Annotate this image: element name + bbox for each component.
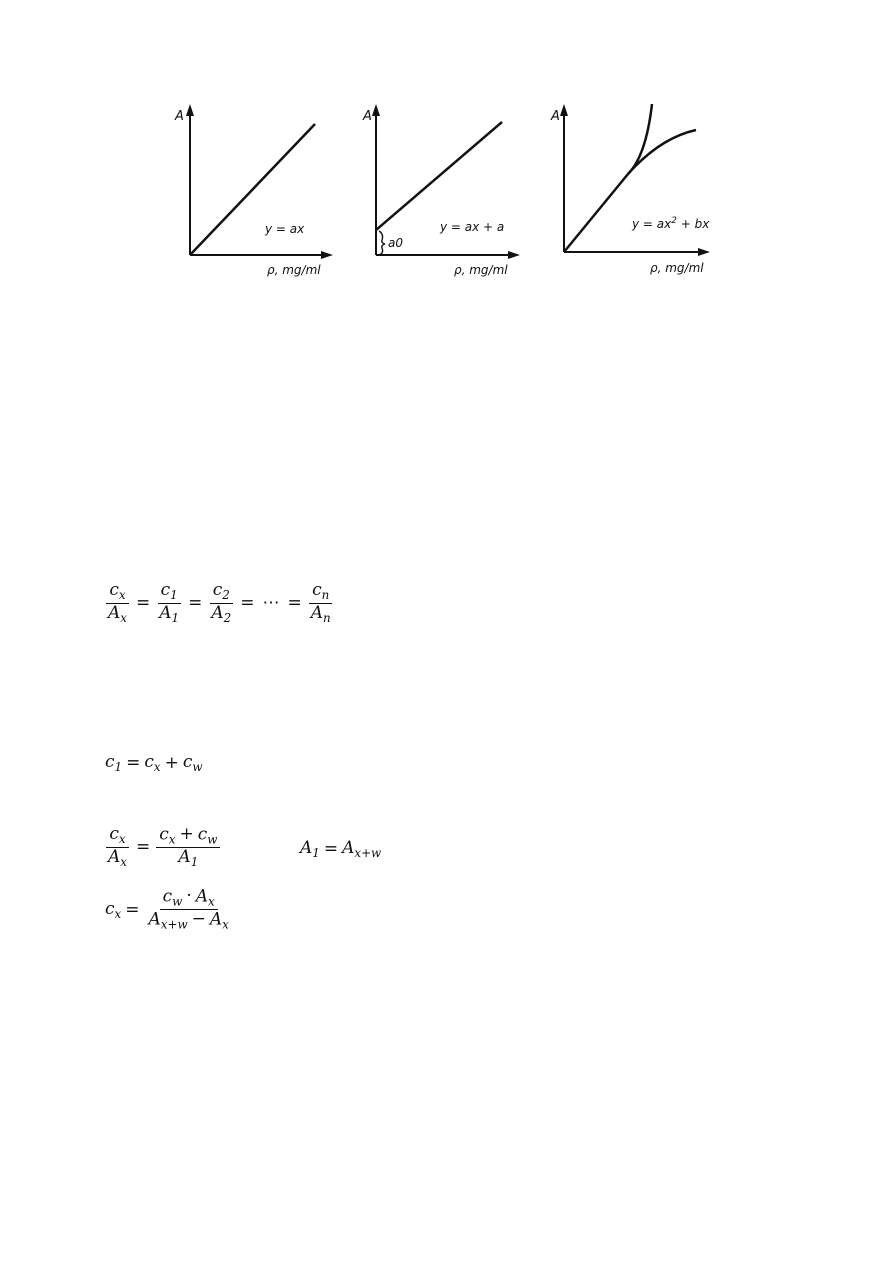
equation-label: $y = ax^2$ + bx bbox=[632, 216, 710, 231]
line-y-ax-plus-a bbox=[376, 122, 502, 230]
equals-sign: = bbox=[126, 753, 141, 774]
fraction: $\frac{c_x + c_w}{A_1}$ bbox=[156, 826, 220, 869]
fraction: $\frac{c_n}{A_n}$ bbox=[310, 580, 331, 625]
ellipsis: ⋯ bbox=[262, 593, 280, 614]
equation-sum: $c_1$ = $c_x$ + $c_w$ bbox=[105, 752, 203, 775]
equals-sign: = bbox=[323, 839, 339, 860]
y-axis-label: A bbox=[175, 109, 184, 124]
calibration-graph-linear bbox=[165, 100, 345, 290]
intercept-label: a0 bbox=[388, 236, 403, 250]
y-axis-label: A bbox=[551, 109, 560, 124]
equals-sign: = bbox=[240, 593, 255, 614]
y-axis-label: A bbox=[363, 109, 372, 124]
equation-label: y = ax bbox=[265, 222, 305, 236]
fraction: $\frac{c_x}{A_x}$ bbox=[108, 824, 127, 870]
x-axis-label: ρ, mg/ml bbox=[454, 263, 508, 277]
equation-ratio-addition bbox=[103, 826, 222, 869]
intercept-brace bbox=[379, 231, 385, 255]
calibration-graph-offset bbox=[352, 100, 532, 290]
fraction: $\frac{c_2}{A_2}$ bbox=[211, 580, 232, 625]
equation-absorbance-equality: $A_1$ = $A_{x+w}$ bbox=[300, 838, 382, 861]
calibration-graph-quadratic bbox=[540, 100, 720, 290]
curve-saturating bbox=[628, 130, 696, 174]
fraction: $\frac{c_w \cdot A_x}{A_{x+w} - A_x}$ bbox=[148, 886, 229, 932]
equals-sign: = bbox=[125, 899, 140, 920]
equals-sign: = bbox=[136, 593, 151, 614]
x-axis-label: ρ, mg/ml bbox=[650, 261, 704, 275]
equation-cx-solution: $c_x$ = $\frac{c_w \cdot A_x}{A_{x+w} - A_x}$ bbox=[105, 888, 234, 931]
equals-sign: = bbox=[136, 837, 151, 858]
equals-sign: = bbox=[188, 593, 203, 614]
equation-ratio-chain bbox=[103, 582, 336, 624]
fraction: $\frac{c_1}{A_1}$ bbox=[159, 580, 180, 625]
equals-sign: = bbox=[287, 593, 302, 614]
equation-label: y = ax + a bbox=[440, 220, 505, 234]
fraction: $\frac{c_x}{A_x}$ bbox=[108, 580, 127, 625]
line-linear-part bbox=[564, 174, 628, 252]
plus-sign: + bbox=[164, 753, 179, 774]
x-axis-label: ρ, mg/ml bbox=[267, 263, 321, 277]
curve-upward bbox=[628, 104, 652, 174]
